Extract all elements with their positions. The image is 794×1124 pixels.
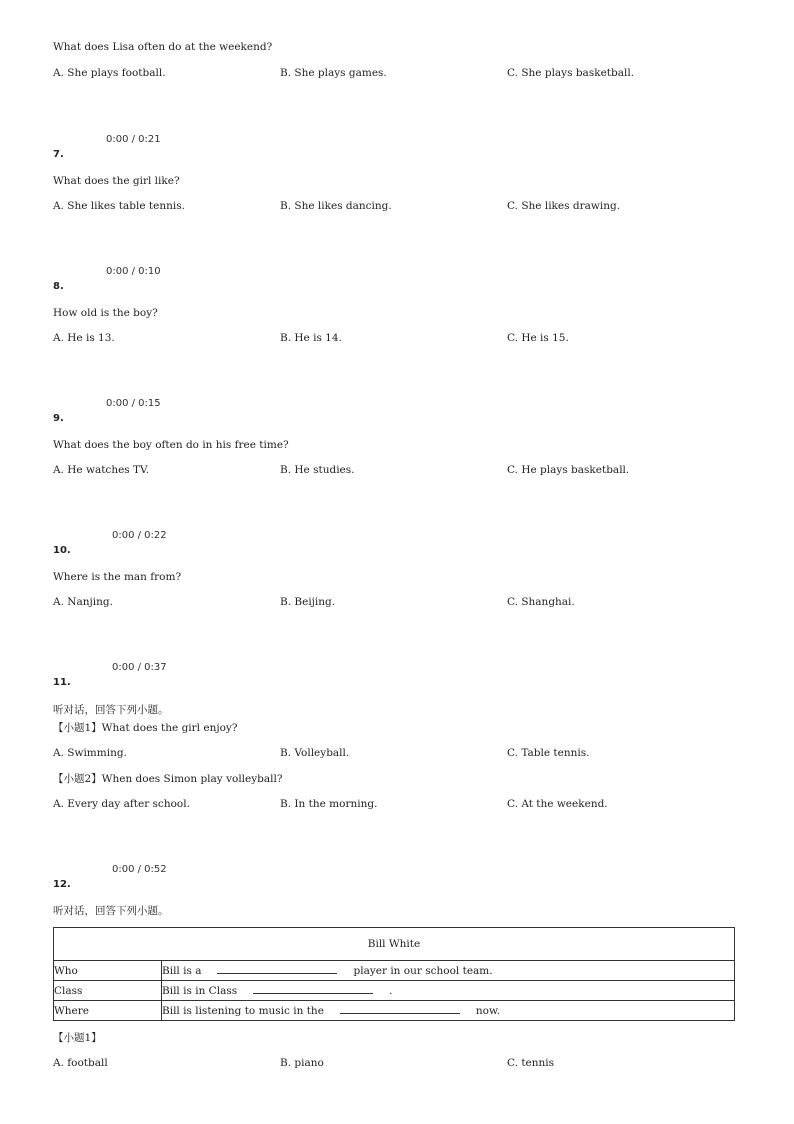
q10-option-a[interactable]: A. Nanjing. (53, 596, 113, 608)
question-7-text: What does the girl like? (53, 175, 180, 187)
q12-sub1-question: 【小题1】 (53, 1032, 102, 1044)
q10-option-b[interactable]: B. Beijing. (280, 596, 336, 608)
q9-option-a[interactable]: A. He watches TV. (53, 464, 150, 476)
question-9-text: What does the boy often do in his free time? (53, 439, 289, 451)
row-text-after: player in our school team. (353, 965, 493, 977)
row-text-after: . (389, 985, 393, 997)
q11-sub2-option-c[interactable]: C. At the weekend. (507, 798, 608, 810)
answer-blank-3[interactable] (340, 1004, 460, 1014)
q7-audio-player-time[interactable]: 0:00 / 0:21 (106, 134, 161, 145)
q11-sub2-question: 【小题2】When does Simon play volleyball? (53, 773, 283, 785)
row-label-class: Class (54, 981, 162, 1001)
table-row (54, 961, 735, 981)
q11-audio-player-time[interactable]: 0:00 / 0:37 (112, 662, 167, 673)
q12-sub1-option-b[interactable]: B. piano (280, 1057, 324, 1069)
row-content-who (162, 961, 735, 981)
q11-instruction: 听对话，回答下列小题。 (53, 704, 169, 716)
q7-option-a[interactable]: A. She likes table tennis. (53, 200, 185, 212)
question-10-text: Where is the man from? (53, 571, 182, 583)
q10-number: 10. (53, 545, 71, 556)
q11-sub2-option-a[interactable]: A. Every day after school. (53, 798, 190, 810)
q7-option-c[interactable]: C. She likes drawing. (507, 200, 621, 212)
q9-audio-player-time[interactable]: 0:00 / 0:15 (106, 398, 161, 409)
table-row (54, 1001, 735, 1021)
row-content-class (162, 981, 735, 1001)
q11-sub1-option-b[interactable]: B. Volleyball. (280, 747, 350, 759)
q12-instruction: 听对话，回答下列小题。 (53, 905, 169, 917)
q11-sub1-question: 【小题1】What does the girl enjoy? (53, 722, 238, 734)
q11-sub2-option-b[interactable]: B. In the morning. (280, 798, 378, 810)
q9-option-b[interactable]: B. He studies. (280, 464, 355, 476)
row-label-where: Where (54, 1001, 162, 1021)
row-text-before: Bill is in Class (162, 985, 238, 997)
table-row (54, 981, 735, 1001)
table-title: Bill White (54, 928, 735, 961)
q11-sub1-option-a[interactable]: A. Swimming. (53, 747, 127, 759)
q6-option-c[interactable]: C. She plays basketball. (507, 67, 635, 79)
bill-white-table (53, 927, 735, 1021)
answer-blank-2[interactable] (253, 984, 373, 994)
q12-sub1-option-c[interactable]: C. tennis (507, 1057, 555, 1069)
q11-number: 11. (53, 677, 71, 688)
q8-audio-player-time[interactable]: 0:00 / 0:10 (106, 266, 161, 277)
q8-option-b[interactable]: B. He is 14. (280, 332, 342, 344)
question-6-text: What does Lisa often do at the weekend? (53, 41, 273, 53)
q8-option-a[interactable]: A. He is 13. (53, 332, 115, 344)
q7-option-b[interactable]: B. She likes dancing. (280, 200, 392, 212)
row-text-before: Bill is listening to music in the (162, 1005, 324, 1017)
q8-option-c[interactable]: C. He is 15. (507, 332, 569, 344)
q12-audio-player-time[interactable]: 0:00 / 0:52 (112, 864, 167, 875)
q10-audio-player-time[interactable]: 0:00 / 0:22 (112, 530, 167, 541)
row-content-where (162, 1001, 735, 1021)
q12-sub1-option-a[interactable]: A. football (53, 1057, 108, 1069)
q6-option-b[interactable]: B. She plays games. (280, 67, 387, 79)
question-8-text: How old is the boy? (53, 307, 158, 319)
answer-blank-1[interactable] (217, 964, 337, 974)
row-label-who: Who (54, 961, 162, 981)
q7-number: 7. (53, 149, 64, 160)
q6-option-a[interactable]: A. She plays football. (53, 67, 166, 79)
row-text-after: now. (475, 1005, 501, 1017)
q9-number: 9. (53, 413, 64, 424)
row-text-before: Bill is a (162, 965, 202, 977)
q9-option-c[interactable]: C. He plays basketball. (507, 464, 630, 476)
q12-number: 12. (53, 879, 71, 890)
q8-number: 8. (53, 281, 64, 292)
q10-option-c[interactable]: C. Shanghai. (507, 596, 575, 608)
q11-sub1-option-c[interactable]: C. Table tennis. (507, 747, 590, 759)
